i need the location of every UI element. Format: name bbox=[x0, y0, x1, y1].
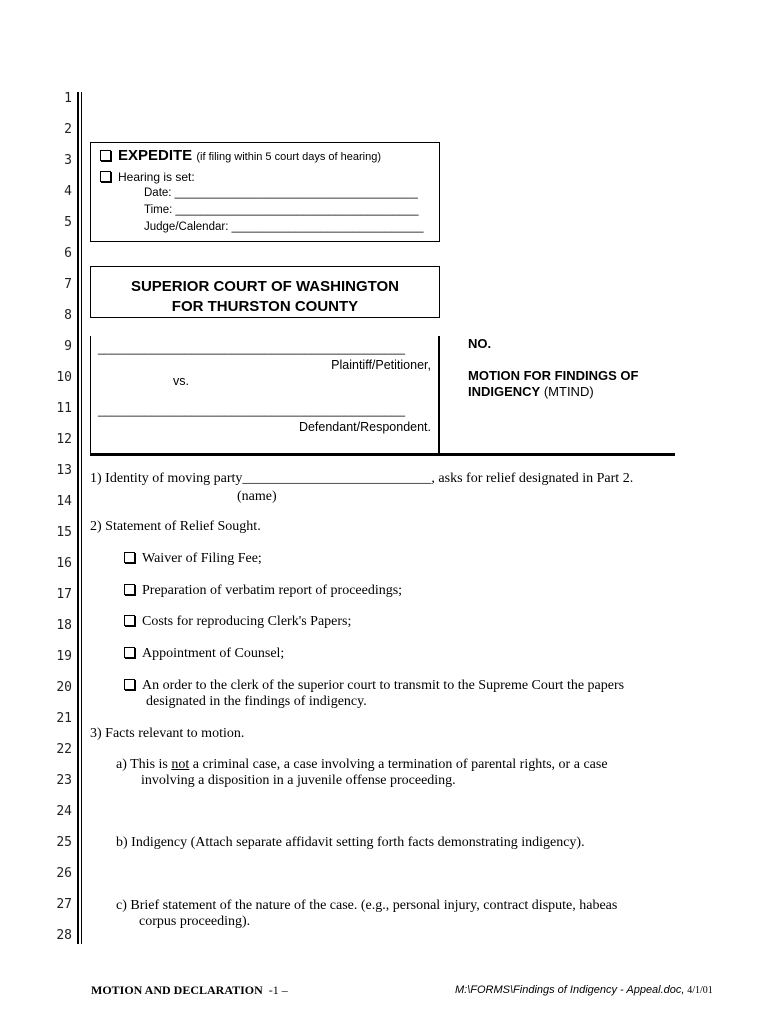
case-number-label: NO. bbox=[468, 336, 492, 351]
hearing-checkbox[interactable] bbox=[100, 171, 111, 182]
hearing-date-field[interactable]: Date: ______________________________________ bbox=[144, 187, 418, 199]
court-name-line1: SUPERIOR COURT OF WASHINGTON bbox=[130, 278, 400, 295]
hearing-time-field[interactable]: Time: ______________________________________ bbox=[144, 204, 419, 216]
line-number: 13 bbox=[56, 463, 72, 478]
fact-c-continuation: corpus proceeding). bbox=[139, 914, 251, 929]
footer-page: -1 – bbox=[268, 983, 288, 997]
relief-checkbox[interactable] bbox=[124, 584, 135, 595]
line-number: 6 bbox=[64, 246, 72, 261]
relief-item-label: Appointment of Counsel; bbox=[142, 646, 285, 661]
fact-a-prefix: a) This is bbox=[116, 757, 172, 772]
line-number: 27 bbox=[56, 897, 72, 912]
hearing-judge-field[interactable]: Judge/Calendar: ______________________________ bbox=[144, 221, 424, 233]
relief-item-label: Costs for reproducing Clerk's Papers; bbox=[142, 614, 352, 629]
margin-rule bbox=[77, 92, 79, 944]
relief-item bbox=[124, 551, 262, 567]
fact-b: b) Indigency (Attach separate affidavit setting forth facts demonstrating indigency). bbox=[116, 835, 585, 850]
line-number: 23 bbox=[56, 773, 72, 788]
line-number: 11 bbox=[56, 401, 72, 416]
footer-left bbox=[91, 983, 288, 998]
footer-title: MOTION AND DECLARATION bbox=[91, 983, 263, 997]
line-number: 4 bbox=[64, 184, 72, 199]
fact-a-continuation: involving a disposition in a juvenile offense proceeding. bbox=[141, 773, 456, 788]
line-number: 1 bbox=[64, 91, 72, 106]
relief-item-continuation: designated in the findings of indigency. bbox=[146, 694, 367, 709]
relief-item-label: Waiver of Filing Fee; bbox=[142, 551, 262, 566]
line-number: 26 bbox=[56, 866, 72, 881]
document-title bbox=[468, 368, 638, 400]
line-number: 17 bbox=[56, 587, 72, 602]
line-number: 9 bbox=[64, 339, 72, 354]
line-number: 19 bbox=[56, 649, 72, 664]
relief-item bbox=[124, 678, 624, 694]
line-number: 8 bbox=[64, 308, 72, 323]
relief-checkbox[interactable] bbox=[124, 615, 135, 626]
expedite-row bbox=[100, 147, 381, 164]
relief-item bbox=[124, 646, 284, 662]
line-number: 22 bbox=[56, 742, 72, 757]
fact-c: c) Brief statement of the nature of the case. (e.g., personal injury, contract dispute, habeas bbox=[116, 898, 618, 913]
footer-right bbox=[455, 984, 713, 996]
document-title-line1: MOTION FOR FINDINGS OF bbox=[468, 368, 639, 383]
fact-a bbox=[116, 757, 608, 773]
line-number: 21 bbox=[56, 711, 72, 726]
versus-label: vs. bbox=[173, 374, 189, 388]
section1-identity bbox=[90, 471, 633, 487]
court-name bbox=[90, 277, 440, 317]
caption-bottom-rule bbox=[90, 453, 675, 456]
line-number: 3 bbox=[64, 153, 72, 168]
line-number: 2 bbox=[64, 122, 72, 137]
fact-a-rest: a criminal case, a case involving a termination of parental rights, or a case bbox=[189, 757, 608, 772]
document-title-line2: INDIGENCY bbox=[468, 384, 541, 399]
line-number: 10 bbox=[56, 370, 72, 385]
footer-path: M:\FORMS\Findings of Indigency - Appeal.doc, bbox=[455, 984, 685, 996]
court-left-rule bbox=[90, 336, 91, 454]
margin-rule bbox=[81, 92, 82, 944]
defendant-name-line[interactable]: ______________________________________________ bbox=[98, 403, 405, 417]
plaintiff-label: Plaintiff/Petitioner, bbox=[331, 358, 431, 372]
court-name-line2: FOR THURSTON COUNTY bbox=[171, 298, 359, 315]
line-number: 15 bbox=[56, 525, 72, 540]
relief-checkbox[interactable] bbox=[124, 647, 135, 658]
section1-suffix: , asks for relief designated in Part 2. bbox=[431, 471, 634, 486]
moving-party-field[interactable]: ___________________________ bbox=[242, 471, 432, 486]
line-number: 18 bbox=[56, 618, 72, 633]
line-number: 20 bbox=[56, 680, 72, 695]
footer-date: 4/1/01 bbox=[687, 985, 713, 996]
relief-item-label: Preparation of verbatim report of proceedings; bbox=[142, 583, 403, 598]
defendant-label: Defendant/Respondent. bbox=[298, 420, 431, 434]
court-right-rule bbox=[438, 336, 439, 454]
line-number: 16 bbox=[56, 556, 72, 571]
fact-a-not: not bbox=[171, 757, 190, 772]
relief-item bbox=[124, 614, 351, 630]
line-number: 24 bbox=[56, 804, 72, 819]
court-gap bbox=[89, 318, 441, 336]
line-number: 28 bbox=[56, 928, 72, 943]
relief-item-label: An order to the clerk of the superior court to transmit to the Supreme Court the papers bbox=[142, 678, 625, 693]
line-number: 5 bbox=[64, 215, 72, 230]
hearing-row bbox=[100, 170, 195, 184]
relief-checkbox[interactable] bbox=[124, 679, 135, 690]
name-caption: (name) bbox=[237, 489, 277, 504]
expedite-note: (if filing within 5 court days of hearing) bbox=[196, 151, 382, 163]
line-number: 12 bbox=[56, 432, 72, 447]
expedite-checkbox[interactable] bbox=[100, 150, 111, 161]
relief-item bbox=[124, 583, 402, 599]
section3-heading: 3) Facts relevant to motion. bbox=[90, 726, 245, 741]
relief-checkbox[interactable] bbox=[124, 552, 135, 563]
line-number: 14 bbox=[56, 494, 72, 509]
hearing-label: Hearing is set: bbox=[118, 170, 195, 184]
line-number: 7 bbox=[64, 277, 72, 292]
expedite-label: EXPEDITE bbox=[118, 147, 193, 164]
section1-prefix: 1) Identity of moving party bbox=[90, 471, 243, 486]
document-code: (MTIND) bbox=[540, 384, 594, 399]
plaintiff-name-line[interactable]: ______________________________________________ bbox=[98, 341, 405, 355]
section2-heading: 2) Statement of Relief Sought. bbox=[90, 519, 261, 534]
line-number: 25 bbox=[56, 835, 72, 850]
